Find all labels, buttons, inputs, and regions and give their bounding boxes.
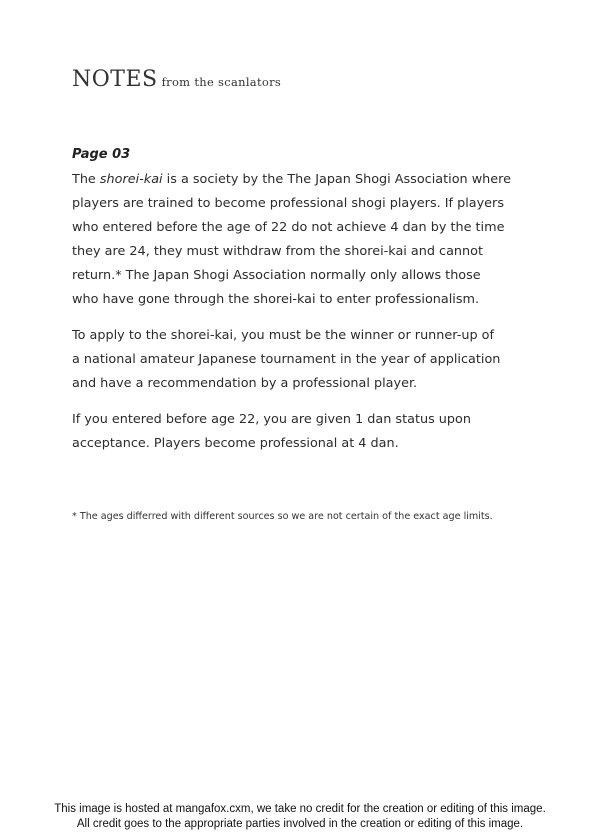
paragraph-line: who have gone through the shorei-kai to enter professionalism. — [72, 292, 480, 307]
paragraph-dan-status — [72, 408, 532, 456]
paragraph-line: To apply to the shorei-kai, you must be the winner or runner-up of — [72, 328, 494, 343]
paragraph-line: If you entered before age 22, you are given 1 dan status upon — [72, 412, 471, 427]
paragraph-application — [72, 324, 532, 396]
title-sub: from the scanlators — [161, 75, 282, 89]
paragraph-shorei-kai-definition — [72, 168, 532, 312]
paragraph-line: they are 24, they must withdraw from the shorei-kai and cannot — [72, 244, 483, 259]
title-main: NOTES — [72, 67, 158, 92]
credit-line: This image is hosted at mangafox.cxm, we take no credit for the creation or editing of this image. — [54, 803, 546, 815]
paragraph-line: and have a recommendation by a professional player. — [72, 376, 418, 391]
page-title — [72, 66, 281, 96]
paragraph-line — [72, 168, 532, 192]
credit-line: All credit goes to the appropriate parties involved in the creation or editing of this image. — [76, 818, 524, 830]
footnote: * The ages differred with different sources so we are not certain of the exact age limits. — [72, 511, 493, 522]
paragraph-line: a national amateur Japanese tournament in the year of application — [72, 352, 501, 367]
paragraph-line: players are trained to become professional shogi players. If players — [72, 196, 504, 211]
paragraph-line: who entered before the age of 22 do not achieve 4 dan by the time — [72, 220, 505, 235]
paragraph-line: return.* The Japan Shogi Association normally only allows those — [72, 268, 481, 283]
line-rest: is a society by the The Japan Shogi Association where — [162, 172, 511, 187]
line-prefix: The — [72, 172, 100, 187]
paragraph-line: acceptance. Players become professional at 4 dan. — [72, 436, 399, 451]
page-number-label: Page 03 — [72, 147, 131, 162]
term-shorei-kai: shorei-kai — [99, 172, 163, 187]
hosting-credit — [0, 802, 600, 832]
